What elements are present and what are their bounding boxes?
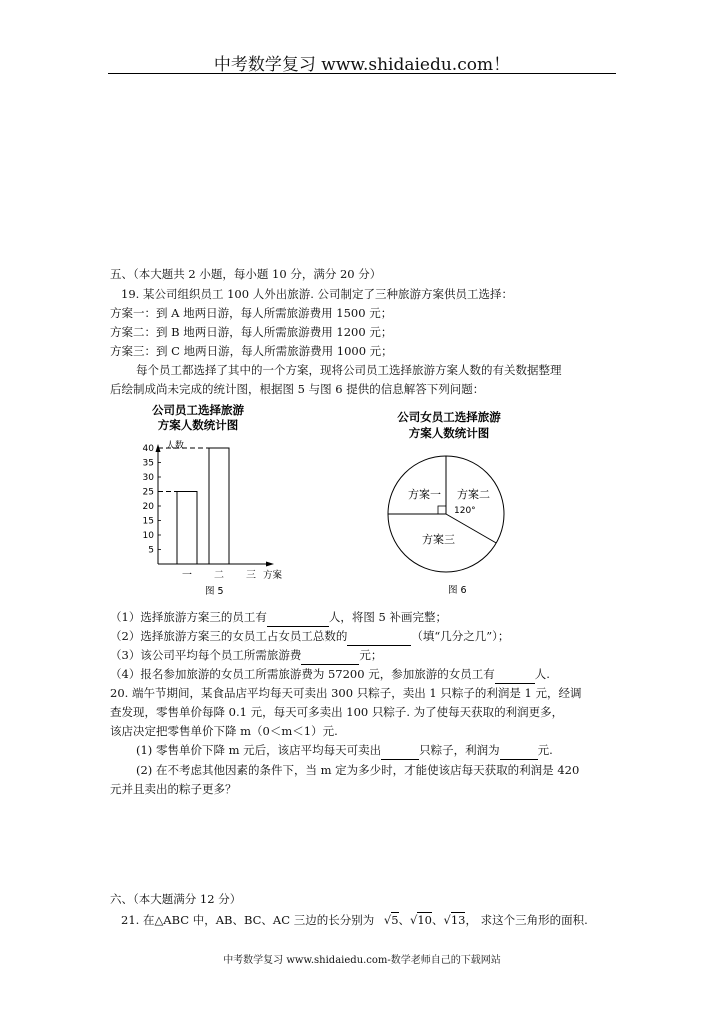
page-footer: 中考数学复习 www.shidaiedu.com-数学老师自己的下载网站 [223, 955, 501, 966]
q20-line-1: 20. 端午节期间，某食品店平均每天可卖出 300 只粽子，卖出 1 只粽子的利润是 1 元，经调 [110, 686, 582, 700]
y-tick-label: 15 [142, 516, 154, 527]
pie-chart [388, 410, 504, 596]
y-tick-label: 20 [142, 502, 154, 512]
sqrt-13-radicand: 13 [450, 913, 466, 927]
q20-s1-text-a: (1) 零售单价下降 m 元后，该店平均每天可卖出 [136, 743, 382, 757]
answer-blank-q4[interactable] [495, 666, 535, 684]
q2-text-a: （2）选择旅游方案三的女员工占女员工总数的 [110, 629, 348, 643]
answer-blank-q20-count[interactable] [381, 742, 419, 760]
bar-chart-xlabel: 方案 [263, 570, 283, 581]
bar-chart [143, 403, 283, 597]
sqrt-5: √5 [383, 913, 399, 927]
q20-line-3: 该店决定把零售单价下降 m（0＜m＜1）元. [110, 724, 338, 738]
x-category-label: 二 [214, 570, 224, 581]
bar-2 [209, 448, 229, 564]
pie-chart-title-line1: 公司女员工选择旅游 [397, 410, 501, 424]
q21-text-a: 21. 在△ABC 中，AB、BC、AC 三边的长分别为 [121, 913, 375, 927]
pie-label-plan1: 方案一 [408, 488, 441, 501]
q1-text-b: 人，将图 5 补画完整； [328, 610, 447, 624]
q20-s1-text-c: 元. [537, 743, 553, 757]
sqrt-13: √13 [443, 913, 466, 927]
q19-paragraph-1: 每个员工都选择了其中的一个方案，现将公司员工选择旅游方案人数的有关数据整理 [136, 363, 562, 377]
pie-label-plan2: 方案二 [457, 488, 490, 501]
sqrt-5-radicand: 5 [391, 913, 399, 927]
figures-area [110, 400, 610, 605]
y-tick-label: 25 [142, 487, 154, 498]
header-rule [108, 73, 616, 74]
bar-chart-title-line2: 方案人数统计图 [157, 418, 239, 432]
q4-text-a: （4）报名参加旅游的女员工所需旅游费为 57200 元，参加旅游的女员工有 [110, 667, 495, 681]
q3-text-a: （3）该公司平均每个员工所需旅游费 [110, 648, 302, 662]
q19-subquestion-4 [110, 666, 550, 684]
x-category-label: 一 [182, 570, 192, 581]
sqrt-10: √10 [410, 913, 432, 927]
bar-chart-title-line1: 公司员工选择旅游 [152, 403, 244, 417]
q21-text [121, 910, 588, 930]
q2-text-b: （填“几分之几”）； [411, 629, 510, 643]
plan1-text: 方案一：到 A 地两日游，每人所需旅游费用 1500 元； [110, 306, 393, 320]
pie-chart-title-line2: 方案人数统计图 [408, 426, 490, 440]
q20-s1-text-b: 只粽子，利润为 [419, 743, 500, 757]
q19-subquestion-2 [110, 628, 509, 646]
x-category-label: 三 [246, 570, 256, 581]
q20-subquestion-2: (2) 在不考虑其他因素的条件下，当 m 定为多少时，才能使该店每天获取的利润是 420 [136, 763, 580, 777]
y-tick-label: 30 [142, 473, 154, 483]
q4-text-b: 人. [534, 667, 550, 681]
q21-separator-1: 、 [398, 913, 411, 927]
answer-blank-q3[interactable] [301, 647, 359, 665]
q19-subquestion-3 [110, 647, 382, 665]
y-tick-label: 10 [142, 531, 154, 541]
answer-blank-q1[interactable] [267, 609, 329, 627]
plan2-text: 方案二：到 B 地两日游，每人所需旅游费用 1200 元； [110, 325, 393, 339]
page-header: 中考数学复习 www.shidaiedu.com！ [213, 55, 511, 75]
q20-subquestion-2-cont: 元并且卖出的粽子更多？ [110, 782, 237, 796]
q21-separator-2: 、 [431, 913, 444, 927]
q19-paragraph-2: 后绘制成尚未完成的统计图，根据图 5 与图 6 提供的信息解答下列问题： [110, 382, 485, 396]
section5-title: 五、（本大题共 2 小题，每小题 10 分，满分 20 分） [110, 267, 382, 281]
q19-subquestion-1 [110, 609, 447, 627]
answer-blank-q20-profit[interactable] [500, 742, 538, 760]
right-angle-marker [438, 506, 446, 514]
y-tick-label: 40 [142, 444, 154, 454]
pie-label-plan3: 方案三 [422, 533, 455, 546]
bar-chart-ylabel: 人数 [166, 441, 185, 451]
section6-title: 六、（本大题满分 12 分） [110, 892, 242, 906]
q3-text-b: 元； [359, 648, 383, 662]
bar-1 [177, 492, 197, 565]
q19-intro: 19. 某公司组织员工 100 人外出旅游. 公司制定了三种旅游方案供员工选择： [121, 287, 514, 301]
pie-angle-label: 120° [454, 506, 476, 516]
figure5-caption: 图 5 [205, 586, 224, 597]
figure6-caption: 图 6 [448, 585, 467, 596]
q21-text-b: ， 求这个三角形的面积. [465, 913, 588, 927]
plan3-text: 方案三：到 C 地两日游，每人所需旅游费用 1000 元； [110, 344, 393, 358]
y-tick-label: 35 [142, 458, 154, 469]
x-axis-arrow [266, 562, 274, 567]
y-tick-label: 5 [148, 545, 154, 556]
q20-subquestion-1 [136, 742, 553, 760]
sqrt-10-radicand: 10 [417, 913, 432, 927]
answer-blank-q2[interactable] [347, 628, 411, 646]
q1-text-a: （1）选择旅游方案三的员工有 [110, 610, 267, 624]
q20-line-2: 查发现，零售单价每降 0.1 元，每天可多卖出 100 只粽子. 为了使每天获取的利润更多， [110, 705, 564, 719]
